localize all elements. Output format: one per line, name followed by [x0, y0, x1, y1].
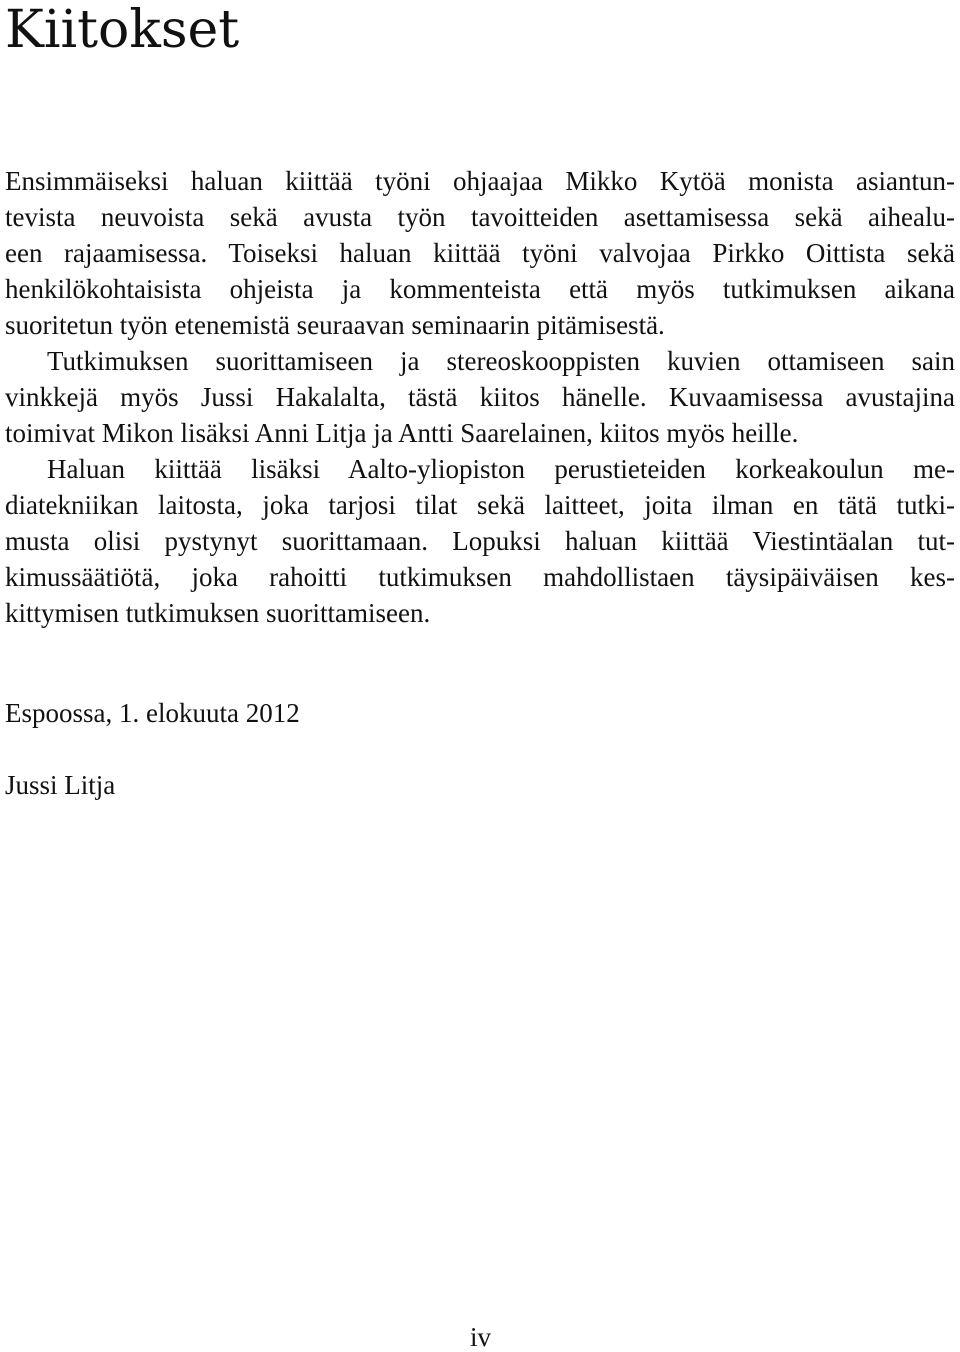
body-line: toimivat Mikon lisäksi Anni Litja ja Antti Saarelainen, kiitos myös heille.	[5, 418, 799, 448]
body-line: henkilökohtaisista ohjeista ja kommenteista että myös tutkimuksen aikana	[5, 274, 955, 304]
body-line: een rajaamisessa. Toiseksi haluan kiittää työni valvojaa Pirkko Oittista sekä	[5, 238, 955, 268]
body-line: suoritetun työn etenemistä seuraavan seminaarin pitämisestä.	[5, 310, 665, 340]
place-and-date: Espoossa, 1. elokuuta 2012	[5, 698, 300, 728]
author-name: Jussi Litja	[5, 770, 116, 800]
body-line: musta olisi pystynyt suorittamaan. Lopuksi haluan kiittää Viestintäalan tut-	[5, 526, 955, 556]
body-line: Ensimmäiseksi haluan kiittää työni ohjaajaa Mikko Kytöä monista asiantun-	[5, 166, 955, 196]
body-line: kittymisen tutkimuksen suorittamiseen.	[5, 598, 431, 628]
body-line: Tutkimuksen suorittamiseen ja stereoskooppisten kuvien ottamiseen sain	[47, 346, 955, 376]
body-line: vinkkejä myös Jussi Hakalalta, tästä kiitos hänelle. Kuvaamisessa avustajina	[5, 382, 955, 412]
body-line: Haluan kiittää lisäksi Aalto-yliopiston perustieteiden korkeakoulun me-	[47, 454, 955, 484]
page-title: Kiitokset	[5, 0, 240, 60]
page-number: iv	[470, 1322, 492, 1352]
body-line: tevista neuvoista sekä avusta työn tavoitteiden asettamisessa sekä aihealu-	[5, 202, 955, 232]
body-line: diatekniikan laitosta, joka tarjosi tilat sekä laitteet, joita ilman en tätä tutki-	[5, 490, 955, 520]
body-line: kimussäätiötä, joka rahoitti tutkimuksen mahdollistaen täysipäiväisen kes-	[5, 562, 955, 592]
